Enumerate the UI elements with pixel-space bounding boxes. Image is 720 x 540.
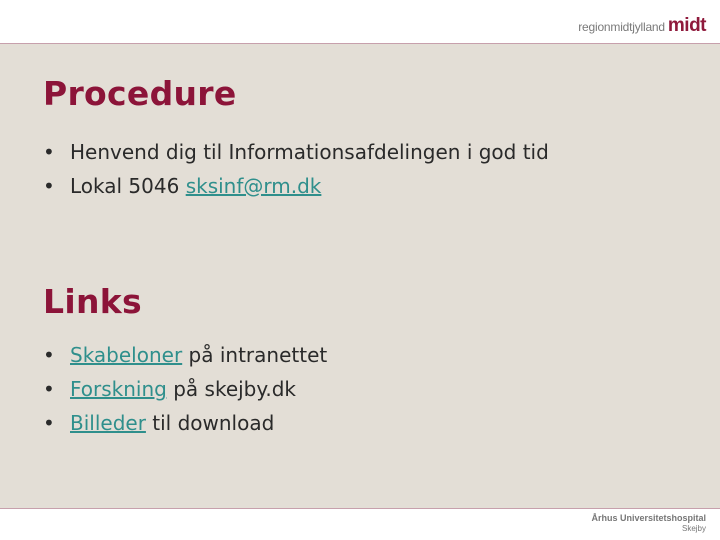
bullet-icon: • <box>43 411 55 435</box>
logo-text: regionmidtjylland <box>578 20 665 34</box>
hospital-name: Århus Universitetshospital <box>591 513 706 523</box>
links-list <box>43 338 327 440</box>
procedure-item-text: Henvend dig til Informationsafdelingen i god tid <box>70 140 549 164</box>
region-midtjylland-logo <box>578 15 706 37</box>
bullet-icon: • <box>43 140 55 164</box>
skabeloner-link[interactable]: Skabeloner <box>70 343 183 367</box>
logo-mark: midt <box>667 15 706 36</box>
bullet-icon: • <box>43 174 55 198</box>
header-bar <box>0 0 720 43</box>
list-item <box>43 372 327 406</box>
bullet-icon: • <box>43 377 55 401</box>
footer-divider <box>0 508 720 509</box>
forskning-link[interactable]: Forskning <box>70 377 167 401</box>
email-link[interactable]: sksinf@rm.dk <box>185 174 322 198</box>
list-item <box>43 135 549 169</box>
link-item-suffix: på intranettet <box>182 343 328 367</box>
procedure-heading: Procedure <box>43 74 237 113</box>
links-heading: Links <box>43 282 142 321</box>
list-item <box>43 169 549 203</box>
billeder-link[interactable]: Billeder <box>70 411 146 435</box>
link-item-suffix: til download <box>145 411 275 435</box>
link-item-suffix: på skejby.dk <box>166 377 296 401</box>
hospital-site: Skejby <box>681 524 706 533</box>
slide-content <box>0 44 720 508</box>
procedure-item-prefix: Lokal 5046 <box>70 174 186 198</box>
bullet-icon: • <box>43 343 55 367</box>
procedure-list <box>43 135 549 203</box>
list-item <box>43 406 327 440</box>
hospital-logo <box>591 513 706 534</box>
list-item <box>43 338 327 372</box>
